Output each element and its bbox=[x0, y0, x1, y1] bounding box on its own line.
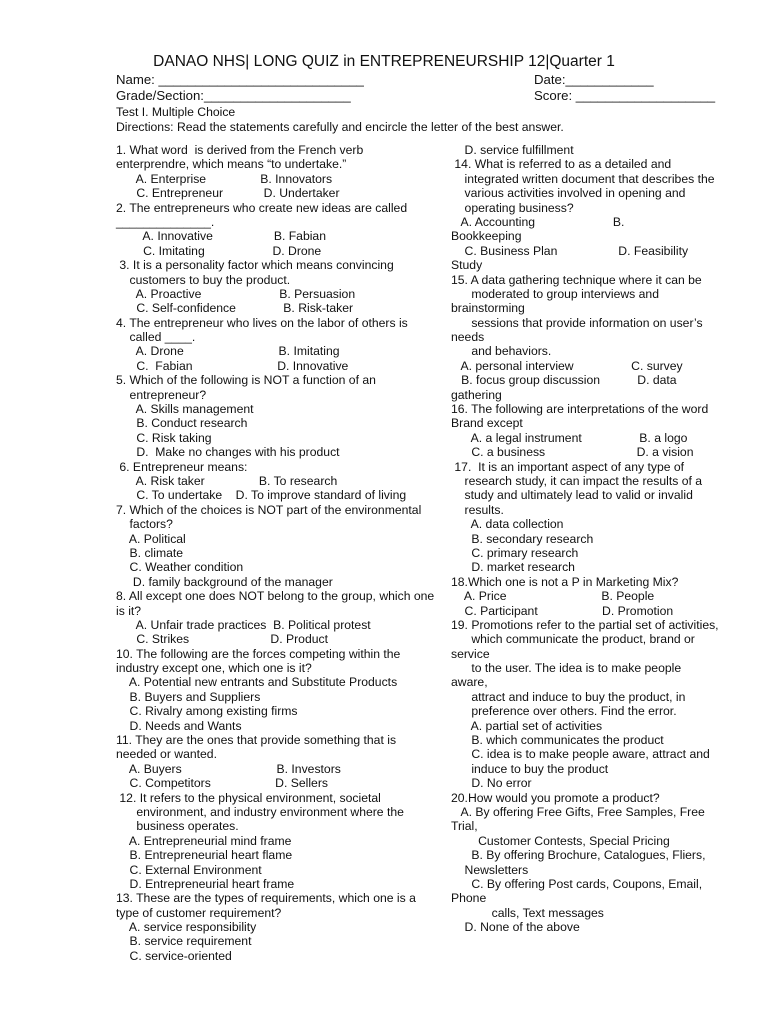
quiz-text-line: ______________. bbox=[116, 214, 215, 229]
quiz-text-line: A. data collection bbox=[451, 517, 564, 532]
quiz-text-line: C. Self-confidence B. Risk-taker bbox=[116, 301, 354, 316]
quiz-text-line: D. Needs and Wants bbox=[116, 718, 242, 733]
quiz-text-line: 3. It is a personality factor which means convincing bbox=[116, 258, 394, 273]
quiz-text-line: factors? bbox=[116, 517, 173, 532]
quiz-text-line: calls, Text messages bbox=[451, 905, 604, 920]
quiz-text-line: preference over others. Find the error. bbox=[451, 704, 677, 719]
quiz-text-line: B. climate bbox=[116, 545, 184, 560]
quiz-text-line: B. Entrepreneurial heart flame bbox=[116, 848, 293, 863]
quiz-text-line: Study bbox=[451, 258, 483, 273]
quiz-text-line: A. Potential new entrants and Substitute Products bbox=[116, 675, 398, 690]
quiz-text-line: induce to buy the product bbox=[451, 761, 609, 776]
quiz-text-line: service bbox=[451, 646, 490, 661]
quiz-text-line: 17. It is an important aspect of any type of bbox=[451, 459, 685, 474]
quiz-text-line: 14. What is referred to as a detailed and bbox=[451, 157, 672, 172]
quiz-text-line: A. Political bbox=[116, 531, 186, 546]
quiz-text-line: attract and induce to buy the product, in bbox=[451, 689, 686, 704]
quiz-text-line: A. Accounting B. bbox=[451, 214, 625, 229]
quiz-text-line: 18.Which one is not a P in Marketing Mix? bbox=[451, 574, 679, 589]
right-question-column bbox=[451, 143, 721, 934]
quiz-text-line: brainstorming bbox=[451, 301, 525, 316]
score-field: Score: ___________________ bbox=[534, 88, 716, 103]
quiz-text-line: 19. Promotions refer to the partial set of activities, bbox=[451, 617, 719, 632]
name-field: Name: ____________________________ bbox=[116, 72, 364, 87]
quiz-text-line: gathering bbox=[451, 387, 502, 402]
quiz-text-line: 11. They are the ones that provide something that is bbox=[116, 733, 397, 748]
quiz-text-line: C. Risk taking bbox=[116, 430, 212, 445]
quiz-text-line: Brand except bbox=[451, 416, 523, 431]
quiz-text-line: integrated written document that describes the bbox=[451, 171, 715, 186]
quiz-text-line: B. By offering Brochure, Catalogues, Fliers, bbox=[451, 848, 706, 863]
quiz-text-line: called ____. bbox=[116, 330, 196, 345]
quiz-text-line: C. External Environment bbox=[116, 862, 262, 877]
quiz-text-line: 20.How would you promote a product? bbox=[451, 790, 660, 805]
quiz-text-line: D. market research bbox=[451, 560, 575, 575]
quiz-text-line: Newsletters bbox=[451, 862, 529, 877]
quiz-text-line: A. Proactive B. Persuasion bbox=[116, 286, 356, 301]
quiz-text-line: Phone bbox=[451, 891, 487, 906]
quiz-text-line: A. Risk taker B. To research bbox=[116, 473, 338, 488]
quiz-text-line: C. Entrepreneur D. Undertaker bbox=[116, 186, 340, 201]
quiz-text-line: A. Enterprise B. Innovators bbox=[116, 171, 333, 186]
quiz-text-line: enterprendre, which means “to undertake.” bbox=[116, 157, 347, 172]
quiz-text-line: environment, and industry environment where the bbox=[116, 804, 404, 819]
quiz-text-line: C. a business D. a vision bbox=[451, 445, 694, 460]
quiz-text-line: operating business? bbox=[451, 200, 574, 215]
quiz-text-line: C. Fabian D. Innovative bbox=[116, 358, 349, 373]
quiz-text-line: A. Innovative B. Fabian bbox=[116, 229, 326, 244]
quiz-text-line: C. To undertake D. To improve standard of living bbox=[116, 488, 407, 503]
quiz-text-line: needed or wanted. bbox=[116, 747, 217, 762]
quiz-text-line: B. secondary research bbox=[451, 531, 594, 546]
quiz-text-line: C. Participant D. Promotion bbox=[451, 603, 674, 618]
quiz-text-line: C. idea is to make people aware, attract and bbox=[451, 747, 710, 762]
quiz-text-line: and behaviors. bbox=[451, 344, 552, 359]
quiz-text-line: D. Make no changes with his product bbox=[116, 445, 340, 460]
quiz-text-line: C. By offering Post cards, Coupons, Email, bbox=[451, 876, 703, 891]
quiz-text-line: is it? bbox=[116, 603, 142, 618]
quiz-text-line: industry except one, which one is it? bbox=[116, 661, 312, 676]
quiz-text-line: A. a legal instrument B. a logo bbox=[451, 430, 688, 445]
quiz-text-line: A. Buyers B. Investors bbox=[116, 761, 341, 776]
quiz-text-line: 10. The following are the forces competing within the bbox=[116, 646, 401, 661]
quiz-text-line: D. Entrepreneurial heart frame bbox=[116, 876, 295, 891]
quiz-text-line: various activities involved in opening and bbox=[451, 186, 686, 201]
quiz-text-line: 1. What word is derived from the French verb bbox=[116, 143, 364, 157]
quiz-text-line: 5. Which of the following is NOT a function of an bbox=[116, 373, 376, 388]
date-field: Date:____________ bbox=[534, 72, 654, 87]
quiz-text-line: customers to buy the product. bbox=[116, 272, 291, 287]
quiz-text-line: A. service responsibility bbox=[116, 920, 257, 935]
quiz-text-line: C. primary research bbox=[451, 545, 579, 560]
quiz-text-line: A. Price B. People bbox=[451, 589, 655, 604]
grade-section-field: Grade/Section:____________________ bbox=[116, 88, 351, 103]
quiz-text-line: 4. The entrepreneur who lives on the labor of others is bbox=[116, 315, 408, 330]
quiz-text-line: D. family background of the manager bbox=[116, 574, 333, 589]
quiz-text-line: business operates. bbox=[116, 819, 239, 834]
quiz-text-line: 6. Entrepreneur means: bbox=[116, 459, 248, 474]
quiz-text-line: B. which communicates the product bbox=[451, 733, 664, 748]
quiz-text-line: D. None of the above bbox=[451, 920, 580, 935]
quiz-text-line: B. focus group discussion D. data bbox=[451, 373, 677, 388]
quiz-text-line: entrepreneur? bbox=[116, 387, 207, 402]
quiz-text-line: needs bbox=[451, 330, 485, 345]
quiz-text-line: Bookkeeping bbox=[451, 229, 522, 244]
quiz-text-line: C. Rivalry among existing firms bbox=[116, 704, 298, 719]
quiz-text-line: D. service fulfillment bbox=[451, 143, 574, 157]
quiz-text-line: aware, bbox=[451, 675, 488, 690]
left-question-column bbox=[116, 143, 436, 963]
quiz-text-line: 12. It refers to the physical environment, societal bbox=[116, 790, 381, 805]
quiz-text-line: C. Strikes D. Product bbox=[116, 632, 328, 647]
quiz-text-line: B. service requirement bbox=[116, 934, 252, 949]
quiz-text-line: results. bbox=[451, 502, 504, 517]
quiz-text-line: 16. The following are interpretations of the word bbox=[451, 402, 709, 417]
test-label: Test I. Multiple Choice bbox=[116, 105, 236, 119]
quiz-text-line: to the user. The idea is to make people bbox=[451, 661, 682, 676]
quiz-text-line: B. Buyers and Suppliers bbox=[116, 689, 261, 704]
quiz-text-line: Customer Contests, Special Pricing bbox=[451, 833, 670, 848]
quiz-text-line: A. By offering Free Gifts, Free Samples, Free bbox=[451, 804, 705, 819]
quiz-text-line: A. personal interview C. survey bbox=[451, 358, 683, 373]
page-title: DANAO NHS| LONG QUIZ in ENTREPRENEURSHIP 12|Quarter 1 bbox=[153, 53, 615, 70]
quiz-text-line: research study, it can impact the results of a bbox=[451, 473, 703, 488]
quiz-text-line: A. Skills management bbox=[116, 402, 254, 417]
directions: Directions: Read the statements carefully and encircle the letter of the best answer. bbox=[116, 120, 564, 134]
quiz-text-line: 8. All except one does NOT belong to the group, which one bbox=[116, 589, 435, 604]
quiz-text-line: A. Entrepreneurial mind frame bbox=[116, 833, 292, 848]
quiz-text-line: moderated to group interviews and bbox=[451, 286, 659, 301]
quiz-text-line: which communicate the product, brand or bbox=[451, 632, 695, 647]
quiz-text-line: A. Drone B. Imitating bbox=[116, 344, 340, 359]
quiz-text-line: 13. These are the types of requirements, which one is a bbox=[116, 891, 416, 906]
quiz-text-line: 2. The entrepreneurs who create new ideas are called bbox=[116, 200, 408, 215]
quiz-text-line: 7. Which of the choices is NOT part of the environmental bbox=[116, 502, 422, 517]
quiz-text-line: B. Conduct research bbox=[116, 416, 248, 431]
quiz-text-line: 15. A data gathering technique where it can be bbox=[451, 272, 702, 287]
quiz-text-line: C. service-oriented bbox=[116, 948, 232, 963]
quiz-text-line: C. Competitors D. Sellers bbox=[116, 776, 328, 791]
quiz-text-line: C. Business Plan D. Feasibility bbox=[451, 243, 689, 258]
quiz-text-line: Trial, bbox=[451, 819, 478, 834]
quiz-text-line: type of customer requirement? bbox=[116, 905, 282, 920]
quiz-text-line: A. partial set of activities bbox=[451, 718, 603, 733]
quiz-text-line: C. Imitating D. Drone bbox=[116, 243, 322, 258]
quiz-text-line: C. Weather condition bbox=[116, 560, 244, 575]
quiz-text-line: sessions that provide information on user’s bbox=[451, 315, 703, 330]
quiz-text-line: D. No error bbox=[451, 776, 532, 791]
quiz-text-line: study and ultimately lead to valid or invalid bbox=[451, 488, 693, 503]
quiz-text-line: A. Unfair trade practices B. Political protest bbox=[116, 617, 371, 632]
